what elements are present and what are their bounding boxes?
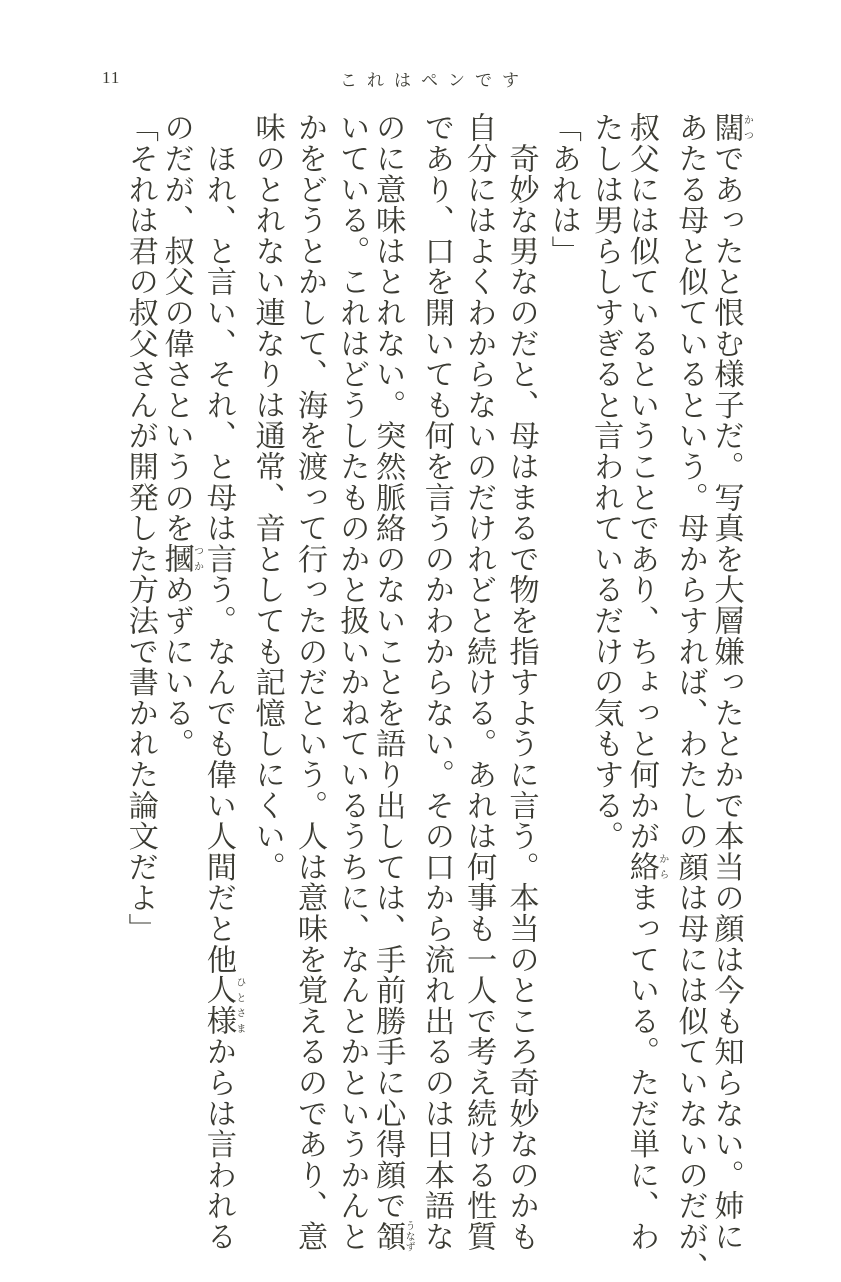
text-run: まっている。ただ単に、わ (623, 882, 659, 1252)
ruby-base: 頷 (370, 1220, 406, 1252)
text-run: 「それは君の叔父さんが開発した方法で書かれた論文だよ」 (122, 112, 158, 944)
ruby-reading: うなず (403, 1220, 415, 1252)
ruby-reading: から (656, 851, 668, 883)
text-column (247, 112, 287, 1172)
text-run: であったと恨む様子だ。写真を大層嫌ったとかで本当の顔は今も知らない。姉に (708, 142, 744, 1252)
text-run: 味のとれない連なりは通常、音としても記憶しにくい。 (249, 112, 285, 882)
text-column (416, 112, 456, 1252)
text-run: であり、口を開いても何を言うのかわからない。その口から流れ出るのは日本語な (418, 112, 454, 1252)
text-run: 自分にはよくわからないのだけれどと続ける。あれは何事も一人で考え続ける性質 (461, 112, 497, 1252)
text-run: めずにいる。 (158, 574, 194, 759)
text-column (158, 112, 203, 1172)
text-run: 「あれは」 (545, 112, 581, 266)
text-column (458, 112, 498, 1252)
text-column (585, 112, 625, 1172)
ruby-base: 摑 (158, 543, 194, 575)
text-run: いている。これはどうしたものかと扱いかねているうちに、なんとかというかんと (334, 112, 370, 1252)
text-run: のだが、叔父の偉さというのを (158, 112, 194, 544)
text-column (623, 112, 668, 1252)
text-run: たしは男らしすぎると言われているだけの気もする。 (588, 112, 624, 852)
text-run: のに意味はとれない。突然脈絡のないことを語り出しては、手前勝手に心得顔で (370, 112, 406, 1221)
text-column (331, 112, 371, 1252)
ruby-annotation (200, 974, 245, 1037)
ruby-reading: ひとさま (233, 974, 245, 1036)
page-number: 11 (102, 68, 121, 87)
ruby-reading: つか (191, 543, 203, 575)
text-run: 奇妙な男なのだと、母はまるで物を指すように言う。本当のところ奇妙なのかも (503, 112, 539, 1252)
text-column (289, 112, 329, 1252)
ruby-base: 人様 (200, 974, 236, 1037)
text-column (200, 112, 245, 1252)
text-column (543, 112, 583, 1172)
ruby-annotation (623, 851, 668, 883)
text-run: からは言われる (200, 1036, 236, 1252)
ruby-reading: かつ (741, 112, 753, 143)
text-run: かをどうとかして、海を渡って行ったのだという。人は意味を覚えるのであり、意 (292, 112, 327, 1252)
ruby-annotation (708, 112, 753, 143)
text-column (120, 112, 160, 1172)
ruby-base: 闊 (708, 112, 744, 143)
ruby-annotation (370, 1220, 415, 1252)
text-column (670, 112, 710, 1282)
ruby-annotation (158, 543, 203, 575)
text-column (370, 112, 415, 1252)
text-column (501, 112, 541, 1252)
running-title: これはペンです (340, 71, 529, 91)
text-run: あたる母と似ているという。母からすれば、わたしの顔は母には似ていないのだが、 (672, 112, 708, 1282)
text-run: ほれ、と言い、それ、と母は言う。なんでも偉い人間だと他 (200, 112, 236, 975)
text-column (708, 112, 753, 1252)
text-run: 叔父には似ているということであり、ちょっと何かが (623, 112, 659, 852)
ruby-base: 絡 (623, 851, 659, 883)
